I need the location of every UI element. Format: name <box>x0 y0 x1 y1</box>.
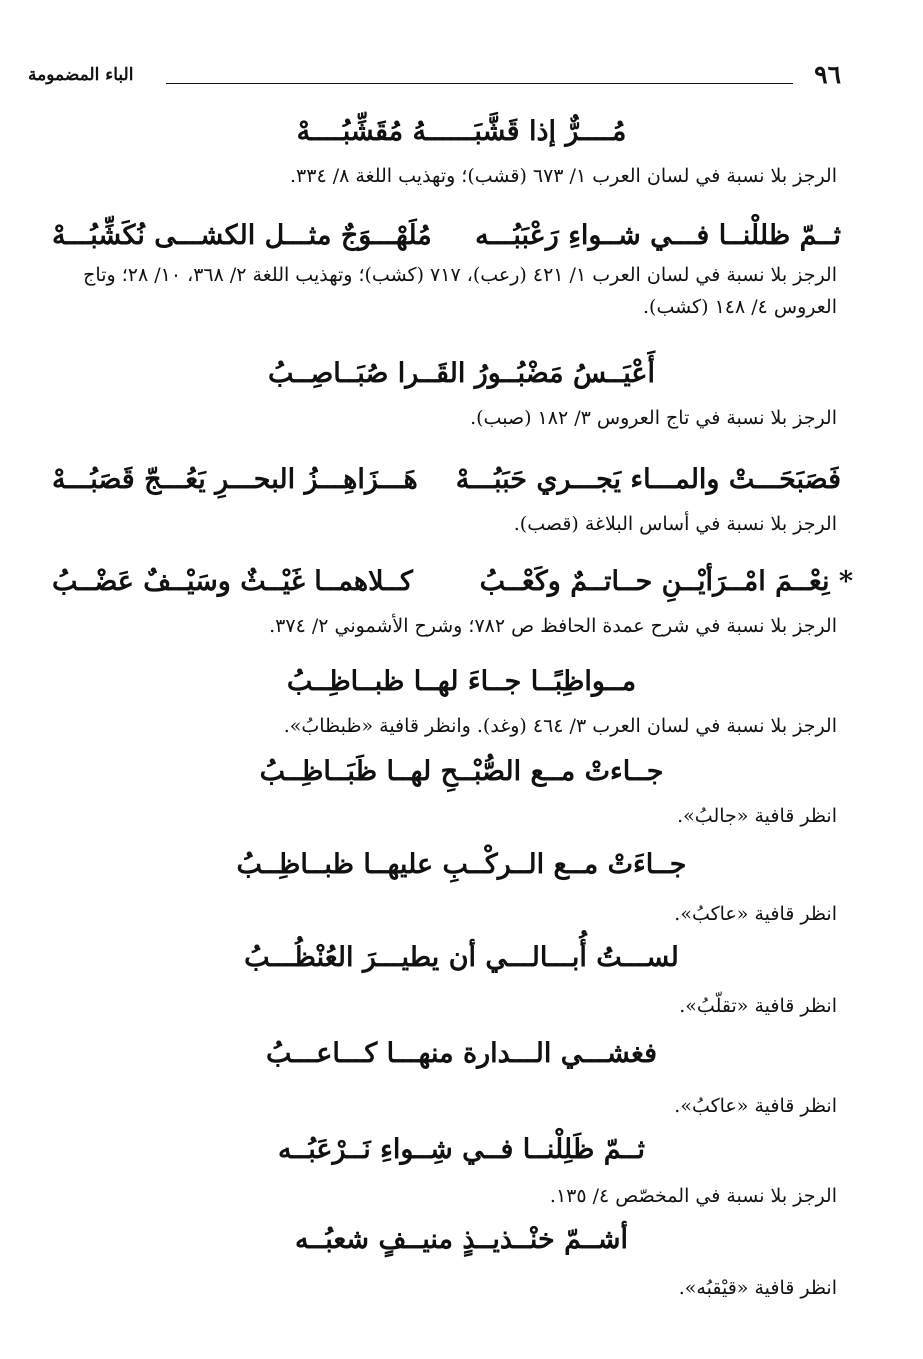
verse-first-hemistich: * نِعْــمَ امْــرَأيْــنِ حــاتــمٌ وكَعْــبُ <box>479 566 853 597</box>
page-header <box>28 60 841 90</box>
verse-second-hemistich: كــلاهمــا غَيْــثٌ وسَيْــفٌ عَضْــبُ <box>52 566 413 597</box>
verse: لســـتُ أُبـــالـــي أن يطيـــرَ العُنْظُـــبُ <box>244 942 679 973</box>
header-rule <box>166 83 793 84</box>
verse-source-note: انظر قافية «عاكبُ». <box>674 903 837 925</box>
verse: فغشـــي الـــدارة منهـــا كـــاعـــبُ <box>266 1038 657 1069</box>
verse-second-hemistich: مُلَهْـــوَجٌ مثـــل الكشـــى نُكَشِّبُـــهْ <box>52 220 432 251</box>
verse: جــاءَتْ مــع الــركْــبِ عليهــا ظبــاظِــبُ <box>236 849 687 880</box>
verse-source-note: الرجز بلا نسبة في تاج العروس ٣/ ١٨٢ (صبب). <box>470 407 837 429</box>
verse-source-note: الرجز بلا نسبة في لسان العرب ٣/ ٤٦٤ (وغد). وانظر قافية «ظبظابُ». <box>283 715 837 737</box>
verse-source-note: الرجز بلا نسبة في أساس البلاغة (قصب). <box>513 513 837 535</box>
verse-source-note: الرجز بلا نسبة في لسان العرب ١/ ٤٢١ (رعب)، ٧١٧ (كشب)؛ وتهذيب اللغة ٢/ ٣٦٨، ١٠/ ٢٨؛ وتاج العروس ٤/ ١٤٨ (كشب). <box>83 264 837 318</box>
verse-first-hemistich: فَصَبَحَـــتْ والمـــاء يَجـــري حَبَبُـــهْ <box>455 464 841 495</box>
verse: أَعْيَــسُ مَضْبُــورُ القَــرا صُبَــاصِــبُ <box>267 358 656 389</box>
verse-second-hemistich: هَـــزَاهِـــزُ البحـــرِ يَعُـــجّ قَصَبُـــهْ <box>52 464 418 495</box>
verse: ثــمّ ظَلِلْنــا فــي شِــواءِ نَــرْعَبُــه <box>277 1134 646 1165</box>
verse-source-note: انظر قافية «عاكبُ». <box>674 1095 837 1117</box>
page-number: ٩٦ <box>814 60 841 89</box>
verse-source-note: انظر قافية «قيْقبُه». <box>678 1277 837 1299</box>
verse: مُــــرٌّ إذا قَشَّبَــــــهُ مُقَشِّبُــــهْ <box>296 116 627 147</box>
verse-source-note: انظر قافية «تقلّبُ». <box>679 995 837 1017</box>
verse: جــاءتْ مــع الصُّبْــحِ لهــا ظَبَــاظِــبُ <box>259 756 664 787</box>
verse-first-hemistich: ثــمّ ظللْنــا فـــي شــواءِ رَعْبَبُـــه <box>475 220 841 251</box>
verse: أشــمّ خنْــذيــذٍ منيــفٍ شعبُــه <box>294 1224 629 1255</box>
verse-source-note: انظر قافية «جالبُ». <box>677 805 837 827</box>
verse-source-note: الرجز بلا نسبة في شرح عمدة الحافظ ص ٧٨٢؛ وشرح الأشموني ٢/ ٣٧٤. <box>269 615 837 637</box>
verse: مــواظِبًــا جــاءَ لهــا ظبــاظِــبُ <box>286 666 637 697</box>
verse-source-note: الرجز بلا نسبة في لسان العرب ١/ ٦٧٣ (قشب)؛ وتهذيب اللغة ٨/ ٣٣٤. <box>289 165 837 187</box>
section-title: الباء المضمومة <box>28 65 134 85</box>
verse-source-note: الرجز بلا نسبة في المخصّص ٤/ ١٣٥. <box>549 1185 837 1207</box>
